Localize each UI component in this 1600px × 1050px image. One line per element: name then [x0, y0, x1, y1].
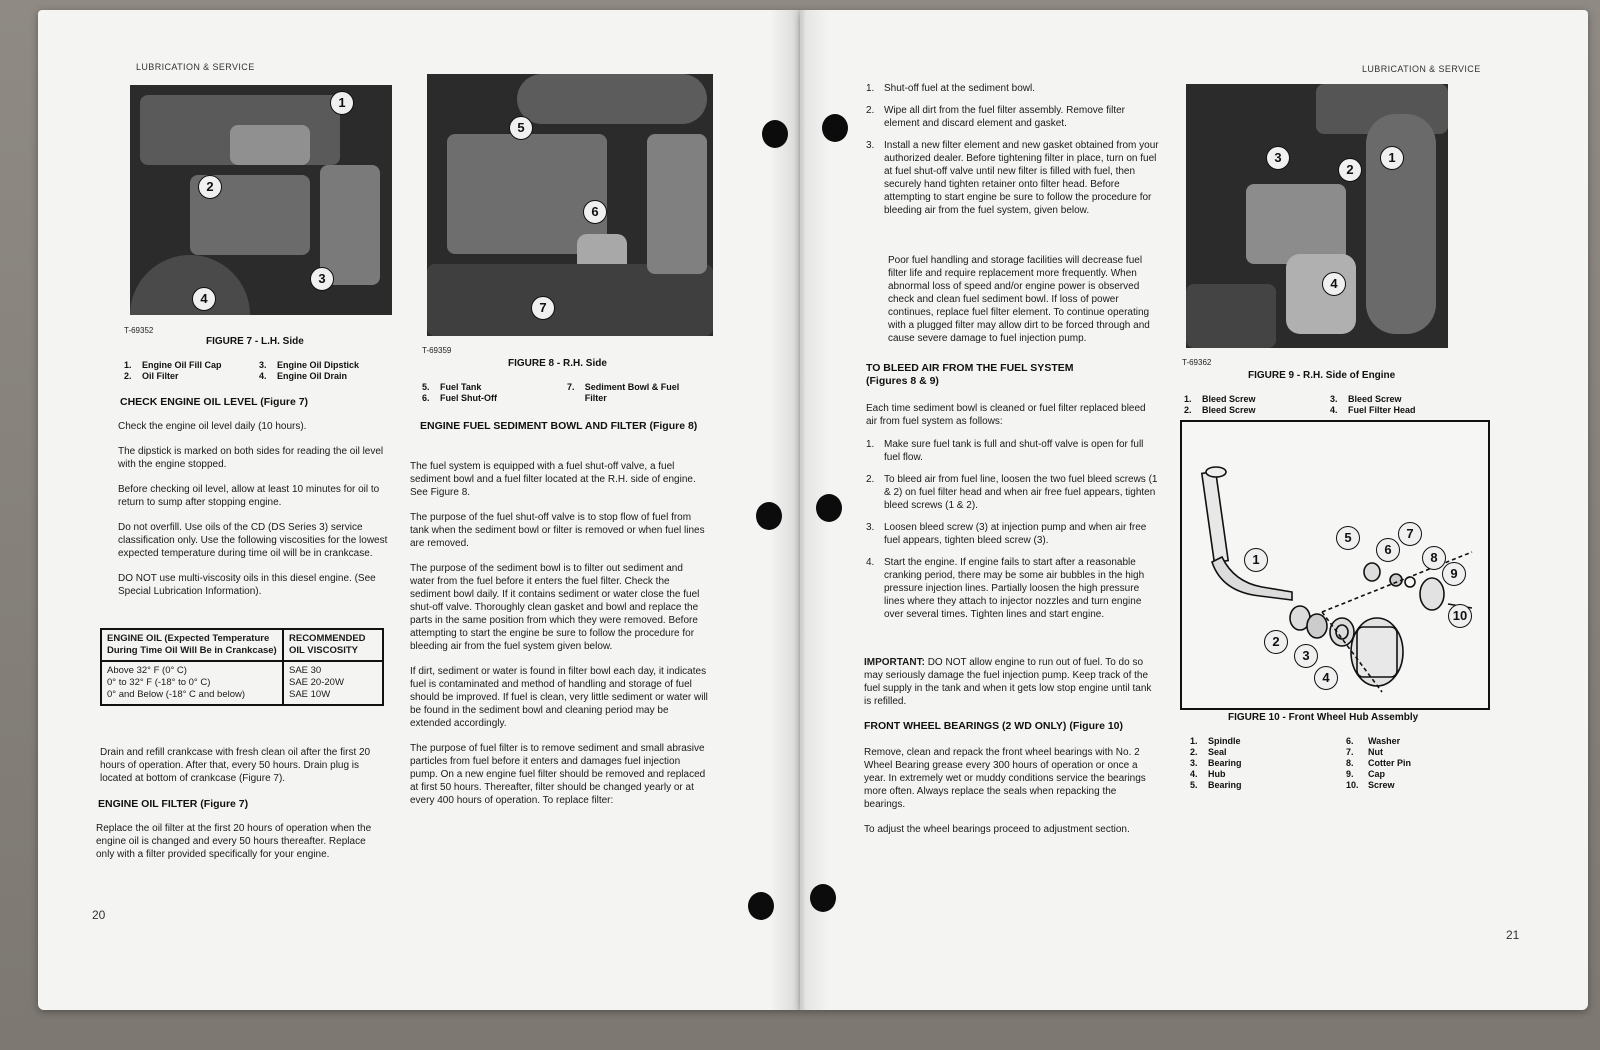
fig8-caption: FIGURE 8 - R.H. Side — [508, 358, 607, 369]
replace-filter-steps: 1. Shut-off fuel at the sediment bowl. 2. Wipe all dirt from the fuel filter assembly. Remove filter element and discard element and gasket. 3. Install a new filter element and new gasket obtained from your authorized dealer. Before tightening filter in place, turn on fuel at fuel shut-off valve until new filter is filled with fuel, then securely hand tighten retainer onto filter head. Before attempting to start engine be sure to follow the procedure for bleeding air from the fuel system, given below. — [866, 83, 1159, 216]
fig9-caption: FIGURE 9 - R.H. Side of Engine — [1248, 370, 1396, 381]
binder-hole-right-top — [822, 114, 848, 142]
oil-filter-heading: ENGINE OIL FILTER (Figure 7) — [98, 798, 249, 810]
fig9-callout-4: 4 — [1322, 272, 1346, 296]
fig10-callout-4: 4 — [1314, 666, 1338, 690]
bearings-body: Remove, clean and repack the front wheel bearings with No. 2 Wheel Bearing grease every 300 hours of operation or once a year. In extremely wet or muddy conditions service the bearings more often. Always replace the seals when repacking the bearings. To adjust the wheel bearings proceed to adjustment section. — [864, 747, 1146, 835]
fig10-callout-5: 5 — [1336, 526, 1360, 550]
fig9-legend: 1. Bleed Screw 2. Bleed Screw 3. Bleed Screw 4. Fuel Filter Head — [1184, 394, 1416, 415]
oil-table-viscosities: SAE 30 SAE 20-20W SAE 10W — [283, 661, 383, 705]
bleed-intro: Each time sediment bowl is cleaned or fuel filter replaced bleed air from fuel system as follows: — [866, 403, 1146, 427]
fig7-callout-4: 4 — [192, 287, 216, 311]
bleed-heading: TO BLEED AIR FROM THE FUEL SYSTEM (Figures 8 & 9) — [866, 362, 1074, 387]
oil-filter-paragraph: Replace the oil filter at the first 20 hours of operation when the engine oil is changed and every 50 hours thereafter. Replace only with a filter provided specifically for your engine. — [96, 823, 372, 860]
bleed-steps: 1. Make sure fuel tank is full and shut-off valve is open for full fuel flow. 2. To bleed air from fuel line, loosen the two fuel bleed screws (1 & 2) on fuel filter head and when air free fuel appears, tighten bleed screws (1 & 2). 3. Loosen bleed screw (3) at injection pump and when air free fuel appears, tighten bleed screw (3). 4. Start the engine. If engine fails to start after a reasonable cranking period, there may be some air bubbles in the high pressure injection lines. Partially loosen the high pressure lines where they attach to injector nozzles and turn engine over several times. Tighten lines and start engine. — [866, 439, 1158, 620]
fig10-caption: FIGURE 10 - Front Wheel Hub Assembly — [1228, 712, 1419, 723]
fig9-callout-2: 2 — [1338, 158, 1362, 182]
fig8-reference-number: T-69359 — [422, 346, 452, 355]
page-number-left: 20 — [92, 908, 106, 922]
sediment-body: The fuel system is equipped with a fuel shut-off valve, a fuel sediment bowl and a fuel filter located at the R.H. side of engine. See Figure 8. The purpose of the fuel shut-off valve is to stop flow of fuel from tank when the sediment bowl or filter is removed or when fuel lines are removed. The purpose of the sediment bowl is to filter out sediment and water from the fuel before it enters the fuel filter. Check the sediment bowl daily. If it contains sediment or water close the fuel shut-off valve. Thoroughly clean gasket and bowl and replace the parts in the same position from which they were removed. Before attempting to start the engine be sure to follow the procedure for bleeding air from the fuel system given below. If dirt, sediment or water is found in filter bowl each day, it indicates fuel is contaminated and method of handling and storage of fuel should be improved. If fuel is clean, very little sediment or water will be found in the sediment bowl and cleaning period may be extended accordingly. The purpose of fuel filter is to remove sediment and small abrasive particles from fuel before it enters and damages fuel injection pump. On a new engine fuel filter should be removed and replaced at first 50 hours. Thereafter, filter should be changed yearly or at every 400 hours of operation. To replace filter: — [410, 461, 708, 806]
left-page — [38, 10, 800, 1010]
sediment-heading: ENGINE FUEL SEDIMENT BOWL AND FILTER (Figure 8) — [420, 420, 698, 432]
fig8-callout-6: 6 — [583, 200, 607, 224]
drain-paragraph: Drain and refill crankcase with fresh clean oil after the first 20 hours of operation. After that, every 50 hours. Drain plug is located at bottom of crankcase (Figure 7). — [100, 747, 371, 784]
fig10-callout-7: 7 — [1398, 522, 1422, 546]
figure-9-photo — [1186, 84, 1448, 348]
page-number-right: 21 — [1506, 928, 1520, 942]
fig10-callout-3: 3 — [1294, 644, 1318, 668]
binder-hole-left-middle — [756, 502, 782, 530]
oil-table-header-temp: ENGINE OIL (Expected Temperature During Time Oil Will Be in Crankcase) — [101, 629, 283, 661]
binder-hole-left-top — [762, 120, 788, 148]
binder-hole-left-bottom — [748, 892, 774, 920]
binder-hole-right-bottom — [810, 884, 836, 912]
fig10-callout-8: 8 — [1422, 546, 1446, 570]
important-note: IMPORTANT: DO NOT allow engine to run out of fuel. To do so may seriously damage the fuel injection pump. Keep track of the fuel supply in the tank and when it gets low stop engine until tank is refilled. — [864, 657, 1152, 707]
fig8-callout-7: 7 — [531, 296, 555, 320]
running-header-right: LUBRICATION & SERVICE — [1362, 64, 1481, 74]
running-header-left: LUBRICATION & SERVICE — [136, 62, 255, 72]
oil-table-header-viscosity: RECOMMENDED OIL VISCOSITY — [283, 629, 383, 661]
check-oil-body: Check the engine oil level daily (10 hours). The dipstick is marked on both sides for reading the oil level with the engine stopped. Before checking oil level, allow at least 10 minutes for oil to return to sump after stopping engine. Do not overfill. Use oils of the CD (DS Series 3) service classification only. Use the following viscosities for the lowest expected temperature during time oil will be in crankcase. DO NOT use multi-viscosity oils in this diesel engine. (See Special Lubrication Information). — [118, 421, 388, 597]
fig7-caption: FIGURE 7 - L.H. Side — [206, 336, 304, 347]
binder-hole-right-middle — [816, 494, 842, 522]
fig7-callout-2: 2 — [198, 175, 222, 199]
check-oil-heading: CHECK ENGINE OIL LEVEL (Figure 7) — [120, 396, 309, 408]
fig7-legend: 1. Engine Oil Fill Cap 2. Oil Filter 3. Engine Oil Dipstick 4. Engine Oil Drain — [124, 360, 360, 381]
poor-fuel-paragraph: Poor fuel handling and storage facilities will decrease fuel filter life and require replacement more frequently. When abnormal loss of speed and/or engine power is observed check and clean fuel sediment bowl. If loss of power continues, replace fuel filter element. To continue operating with a plugged filter may allow dirt to be forced through and cause severe damage to fuel injection pump. — [888, 255, 1150, 344]
fig7-reference-number: T-69352 — [124, 326, 154, 335]
oil-viscosity-table — [100, 628, 384, 706]
fig9-callout-3: 3 — [1266, 146, 1290, 170]
fig9-callout-1: 1 — [1380, 146, 1404, 170]
fig10-callout-9: 9 — [1442, 562, 1466, 586]
fig8-callout-5: 5 — [509, 116, 533, 140]
figure-10-diagram — [1180, 420, 1490, 710]
bearings-heading: FRONT WHEEL BEARINGS (2 WD ONLY) (Figure 10) — [864, 720, 1124, 732]
figure-7-photo — [130, 85, 392, 315]
figure-8-photo — [427, 74, 713, 336]
oil-table-temps: Above 32° F (0° C) 0° to 32° F (-18° to 0° C) 0° and Below (-18° C and below) — [101, 661, 283, 705]
fig10-callout-10: 10 — [1448, 604, 1472, 628]
fig7-callout-1: 1 — [330, 91, 354, 115]
fig9-reference-number: T-69362 — [1182, 358, 1212, 367]
fig10-callout-6: 6 — [1376, 538, 1400, 562]
fig10-callout-1: 1 — [1244, 548, 1268, 572]
right-page — [800, 10, 1588, 1010]
fig10-legend: 1. Spindle 2. Seal 3. Bearing 4. Hub 5. Bearing 6. Washer 7. Nut 8. Cotter Pin 9. Cap 10. Screw — [1190, 736, 1412, 790]
fig10-callout-2: 2 — [1264, 630, 1288, 654]
fig7-callout-3: 3 — [310, 267, 334, 291]
fig8-legend: 5. Fuel Tank 6. Fuel Shut-Off 7. Sediment Bowl & Fuel Filter — [422, 382, 680, 403]
